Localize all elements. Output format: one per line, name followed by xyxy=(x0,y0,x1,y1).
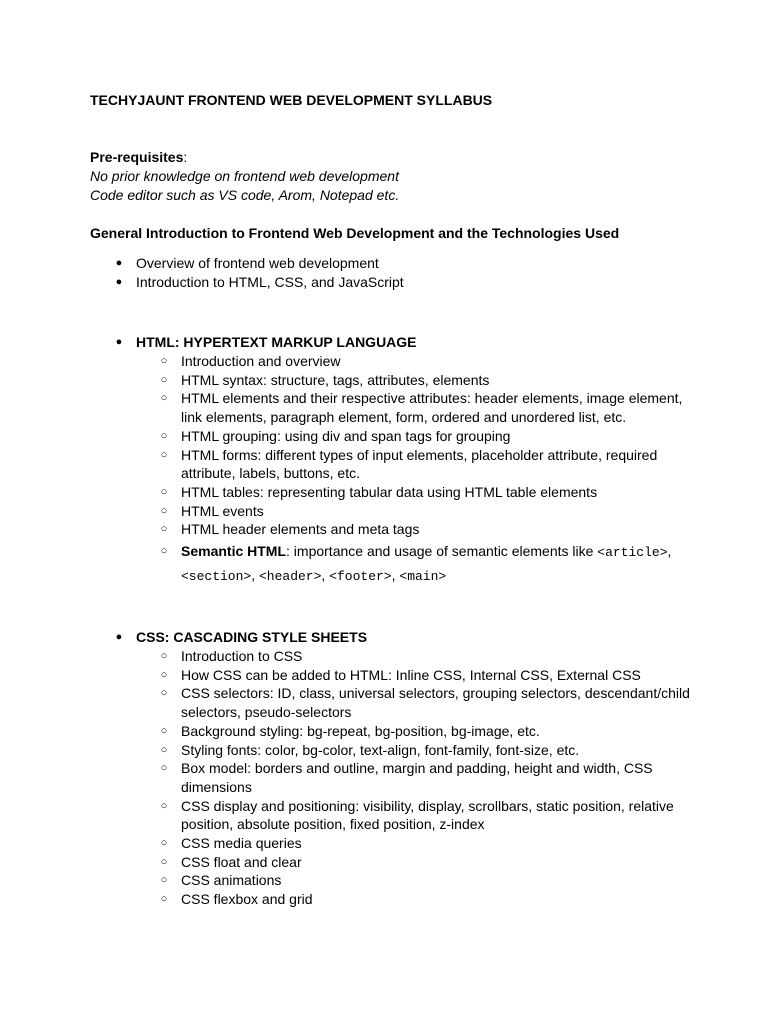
list-item xyxy=(113,273,404,292)
code-main: <main> xyxy=(399,569,447,585)
intro-list xyxy=(113,254,404,292)
list-item xyxy=(136,890,701,909)
list-item-text: Box model: borders and outline, margin and padding, height and width, CSS dimensions xyxy=(181,760,653,795)
list-item xyxy=(136,389,701,426)
css-section-heading: CSS: CASCADING STYLE SHEETS xyxy=(136,629,368,645)
bullet-icon: ● xyxy=(115,631,123,643)
prerequisites-colon: : xyxy=(183,149,188,165)
list-item-text: CSS animations xyxy=(181,872,282,889)
semantic-html-label: Semantic HTML xyxy=(181,543,287,560)
list-item-text: Introduction and overview xyxy=(181,353,341,369)
list-item-text: CSS media queries xyxy=(181,835,302,852)
prerequisites-label: Pre-requisites xyxy=(90,149,184,165)
list-item xyxy=(136,446,701,483)
list-item xyxy=(136,371,701,390)
list-item-text: Introduction to CSS xyxy=(181,648,303,664)
list-item xyxy=(136,759,701,796)
sub-bullet-icon: ○ xyxy=(160,893,168,906)
code-header: <header> xyxy=(259,569,322,585)
sub-bullet-icon: ○ xyxy=(160,668,168,681)
sub-bullet-icon: ○ xyxy=(160,545,168,558)
sub-bullet-icon: ○ xyxy=(160,485,168,498)
list-item xyxy=(136,502,701,521)
list-item xyxy=(136,352,701,371)
sub-bullet-icon: ○ xyxy=(160,448,168,461)
list-item-text: HTML elements and their respective attributes: header elements, image element, link elements, paragraph element, form, ordered and unordered list, etc. xyxy=(181,390,683,426)
list-item-text: Background styling: bg-repeat, bg-position, bg-image, etc. xyxy=(181,722,540,739)
list-item-text: CSS flexbox and grid xyxy=(181,891,313,908)
code-section: <section> xyxy=(181,569,252,585)
prerequisite-item: No prior knowledge on frontend web development xyxy=(90,168,399,184)
sub-bullet-icon: ○ xyxy=(160,724,168,737)
html-section-heading: HTML: HYPERTEXT MARKUP LANGUAGE xyxy=(136,334,417,350)
sub-bullet-icon: ○ xyxy=(160,743,168,756)
list-item xyxy=(136,834,701,853)
list-item xyxy=(113,254,404,273)
html-section xyxy=(113,333,417,352)
prerequisite-item: Code editor such as VS code, Arom, Notepad etc. xyxy=(90,187,400,203)
list-item xyxy=(136,741,701,760)
separator: , xyxy=(391,567,400,584)
sub-bullet-icon: ○ xyxy=(160,837,168,850)
separator: , xyxy=(667,543,672,560)
sub-bullet-icon: ○ xyxy=(160,523,168,536)
list-item xyxy=(136,797,701,834)
sub-bullet-icon: ○ xyxy=(160,855,168,868)
separator: , xyxy=(321,567,330,584)
list-item-text: How CSS can be added to HTML: Inline CSS, Internal CSS, External CSS xyxy=(181,666,641,683)
css-section-item xyxy=(113,628,367,647)
sub-bullet-icon: ○ xyxy=(160,762,168,775)
intro-heading: General Introduction to Frontend Web Development and the Technologies Used xyxy=(90,225,620,241)
sub-bullet-icon: ○ xyxy=(160,373,168,386)
list-item xyxy=(136,520,701,539)
sub-bullet-icon: ○ xyxy=(160,504,168,517)
sub-bullet-icon: ○ xyxy=(160,687,168,700)
list-item xyxy=(136,647,701,666)
html-topics-list xyxy=(136,352,701,588)
sub-bullet-icon: ○ xyxy=(160,874,168,887)
list-item-text: Overview of frontend web development xyxy=(136,255,379,271)
css-topics-list xyxy=(136,647,701,909)
list-item-semantic-html xyxy=(136,540,701,588)
sub-bullet-icon: ○ xyxy=(160,429,168,442)
list-item xyxy=(136,722,701,741)
list-item-text: Styling fonts: color, bg-color, text-align, font-family, font-size, etc. xyxy=(181,741,580,758)
list-item-text: CSS selectors: ID, class, universal selectors, grouping selectors, descendant/child selectors, pseudo-selectors xyxy=(181,685,690,721)
bullet-icon: ● xyxy=(115,257,123,269)
list-item-text: HTML events xyxy=(181,502,264,519)
bullet-icon: ● xyxy=(115,336,123,348)
separator: , xyxy=(251,567,259,584)
list-item-text: CSS display and positioning: visibility, display, scrollbars, static position, relative position, absolute position, fixed position, z-index xyxy=(181,797,674,833)
list-item-text: HTML syntax: structure, tags, attributes, elements xyxy=(181,371,490,388)
prerequisites-heading xyxy=(90,148,187,167)
list-item-text: HTML header elements and meta tags xyxy=(181,521,420,538)
list-item xyxy=(136,483,701,502)
sub-bullet-icon: ○ xyxy=(160,355,168,367)
css-section xyxy=(113,628,367,647)
sub-bullet-icon: ○ xyxy=(160,650,168,662)
code-footer: <footer> xyxy=(329,569,392,585)
sub-bullet-icon: ○ xyxy=(160,392,168,405)
code-article: <article> xyxy=(597,545,668,561)
semantic-html-text: : importance and usage of semantic elements like xyxy=(286,543,598,560)
sub-bullet-icon: ○ xyxy=(160,799,168,812)
list-item-text: CSS float and clear xyxy=(181,853,302,870)
list-item xyxy=(136,427,701,446)
list-item xyxy=(136,871,701,890)
document-title: TECHYJAUNT FRONTEND WEB DEVELOPMENT SYLLABUS xyxy=(90,92,493,108)
list-item-text: HTML tables: representing tabular data using HTML table elements xyxy=(181,483,598,500)
list-item-text: HTML grouping: using div and span tags for grouping xyxy=(181,427,511,444)
list-item xyxy=(136,666,701,685)
list-item-text: Introduction to HTML, CSS, and JavaScript xyxy=(136,274,404,290)
list-item-text: HTML forms: different types of input elements, placeholder attribute, required attribute, labels, buttons, etc. xyxy=(181,446,658,482)
list-item xyxy=(136,853,701,872)
list-item xyxy=(136,684,701,721)
bullet-icon: ● xyxy=(115,276,123,288)
html-section-item xyxy=(113,333,417,352)
